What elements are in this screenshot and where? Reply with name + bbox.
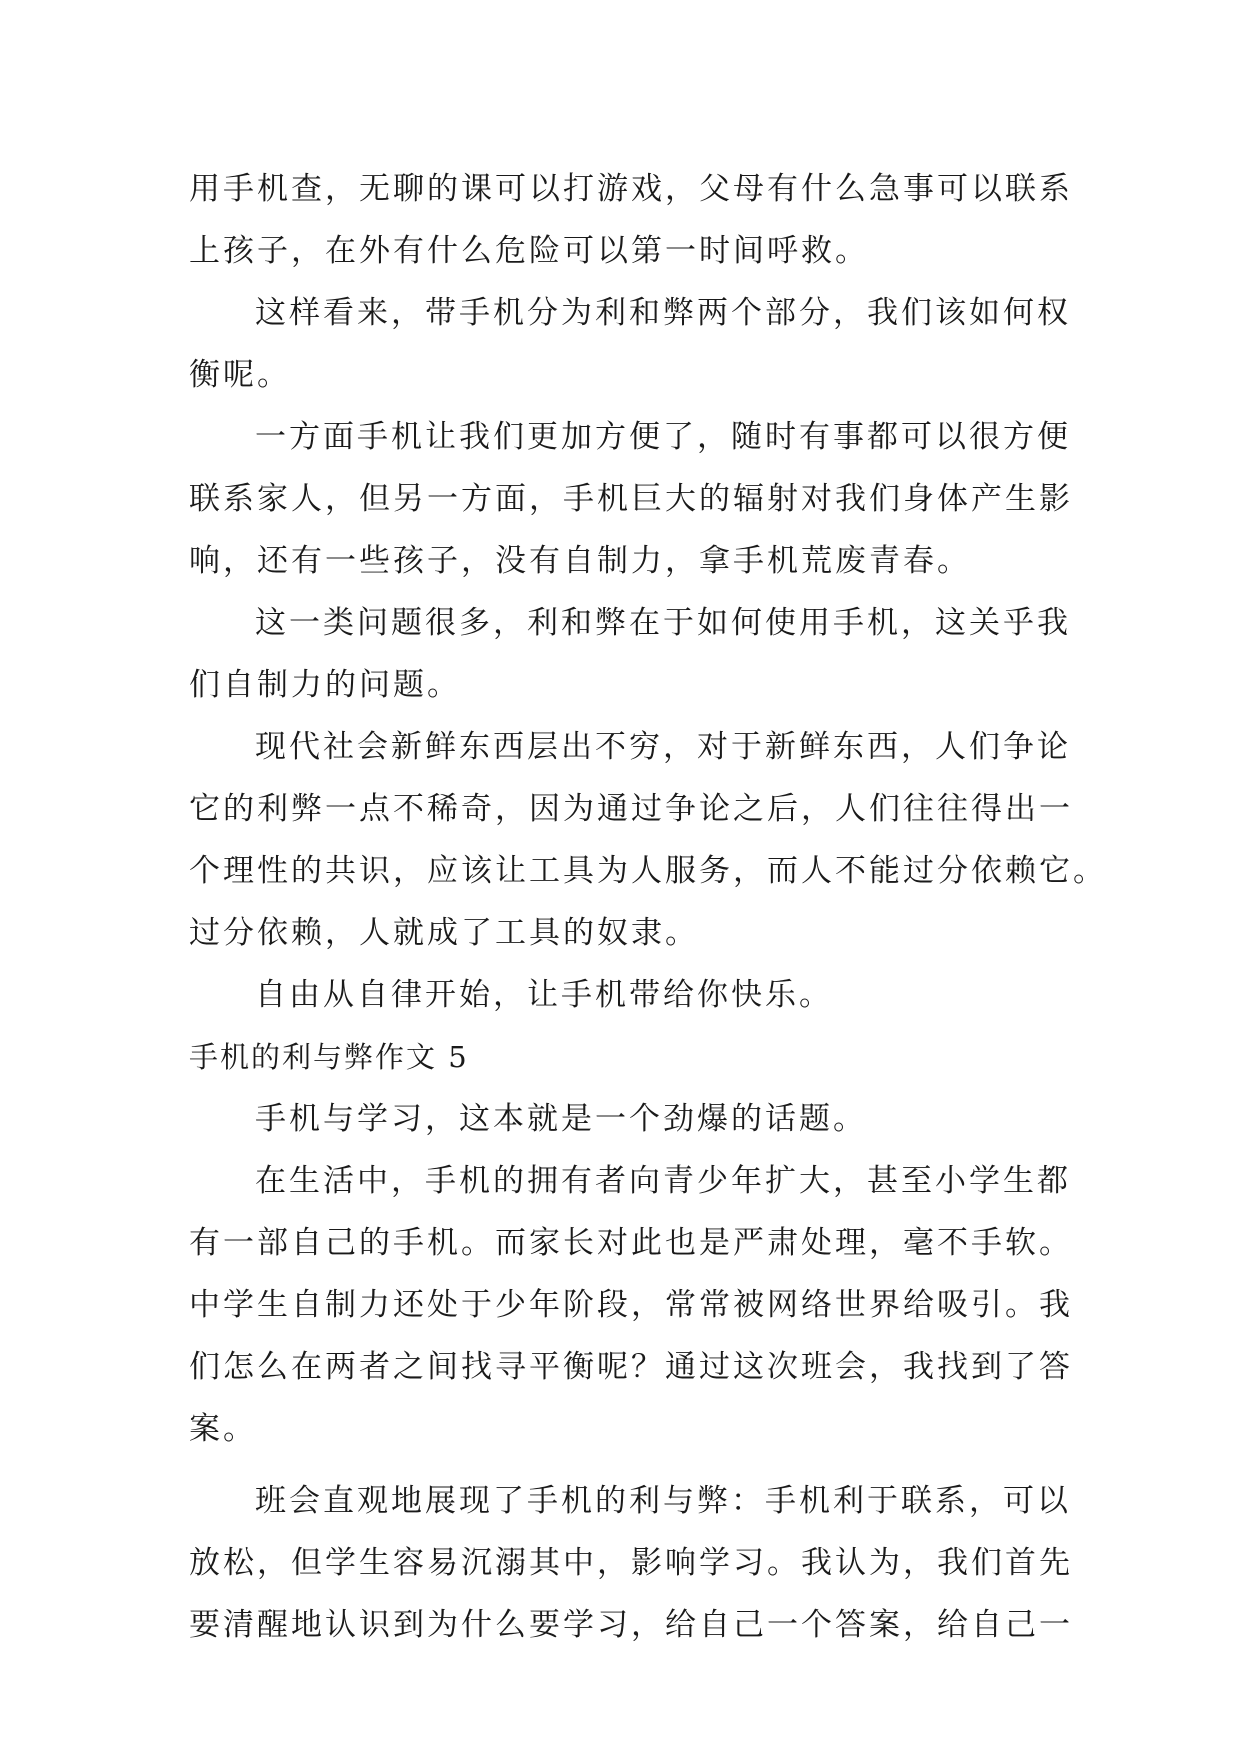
text-line: 们怎么在两者之间找寻平衡呢？通过这次班会，我找到了答 <box>189 1349 1073 1385</box>
text-line: 它的利弊一点不稀奇，因为通过争论之后，人们往往得出一 <box>189 791 1073 827</box>
text-line: 响，还有一些孩子，没有自制力，拿手机荒废青春。 <box>189 543 971 579</box>
paragraph-first-line: 这样看来，带手机分为利和弊两个部分，我们该如何权 <box>255 295 1071 331</box>
text-line: 要清醒地认识到为什么要学习，给自己一个答案，给自己一 <box>189 1607 1073 1643</box>
paragraph-first-line: 这一类问题很多，利和弊在于如何使用手机，这关乎我 <box>255 605 1071 641</box>
text-line: 放松，但学生容易沉溺其中，影响学习。我认为，我们首先 <box>189 1545 1073 1581</box>
text-line: 案。 <box>189 1411 257 1447</box>
text-line: 衡呢。 <box>189 357 291 393</box>
text-line: 有一部自己的手机。而家长对此也是严肃处理，毫不手软。 <box>189 1225 1073 1261</box>
paragraph-first-line: 自由从自律开始，让手机带给你快乐。 <box>255 977 833 1013</box>
text-line: 个理性的共识，应该让工具为人服务，而人不能过分依赖它。 <box>189 853 1107 889</box>
text-line: 中学生自制力还处于少年阶段，常常被网络世界给吸引。我 <box>189 1287 1073 1323</box>
paragraph-first-line: 在生活中，手机的拥有者向青少年扩大，甚至小学生都 <box>255 1163 1071 1199</box>
text-line: 过分依赖，人就成了工具的奴隶。 <box>189 915 699 951</box>
text-line: 们自制力的问题。 <box>189 667 461 703</box>
document-body <box>189 158 1107 1656</box>
paragraph-first-line: 现代社会新鲜东西层出不穷，对于新鲜东西，人们争论 <box>255 729 1071 765</box>
paragraph-first-line: 手机与学习，这本就是一个劲爆的话题。 <box>255 1101 867 1137</box>
section-heading: 手机的利与弊作文 5 <box>189 1040 469 1074</box>
text-line: 上孩子，在外有什么危险可以第一时间呼救。 <box>189 233 869 269</box>
paragraph-first-line: 班会直观地展现了手机的利与弊：手机利于联系，可以 <box>255 1483 1071 1519</box>
paragraph-first-line: 一方面手机让我们更加方便了，随时有事都可以很方便 <box>255 419 1071 455</box>
text-line: 联系家人，但另一方面，手机巨大的辐射对我们身体产生影 <box>189 481 1073 517</box>
text-line: 用手机查，无聊的课可以打游戏，父母有什么急事可以联系 <box>189 171 1073 207</box>
